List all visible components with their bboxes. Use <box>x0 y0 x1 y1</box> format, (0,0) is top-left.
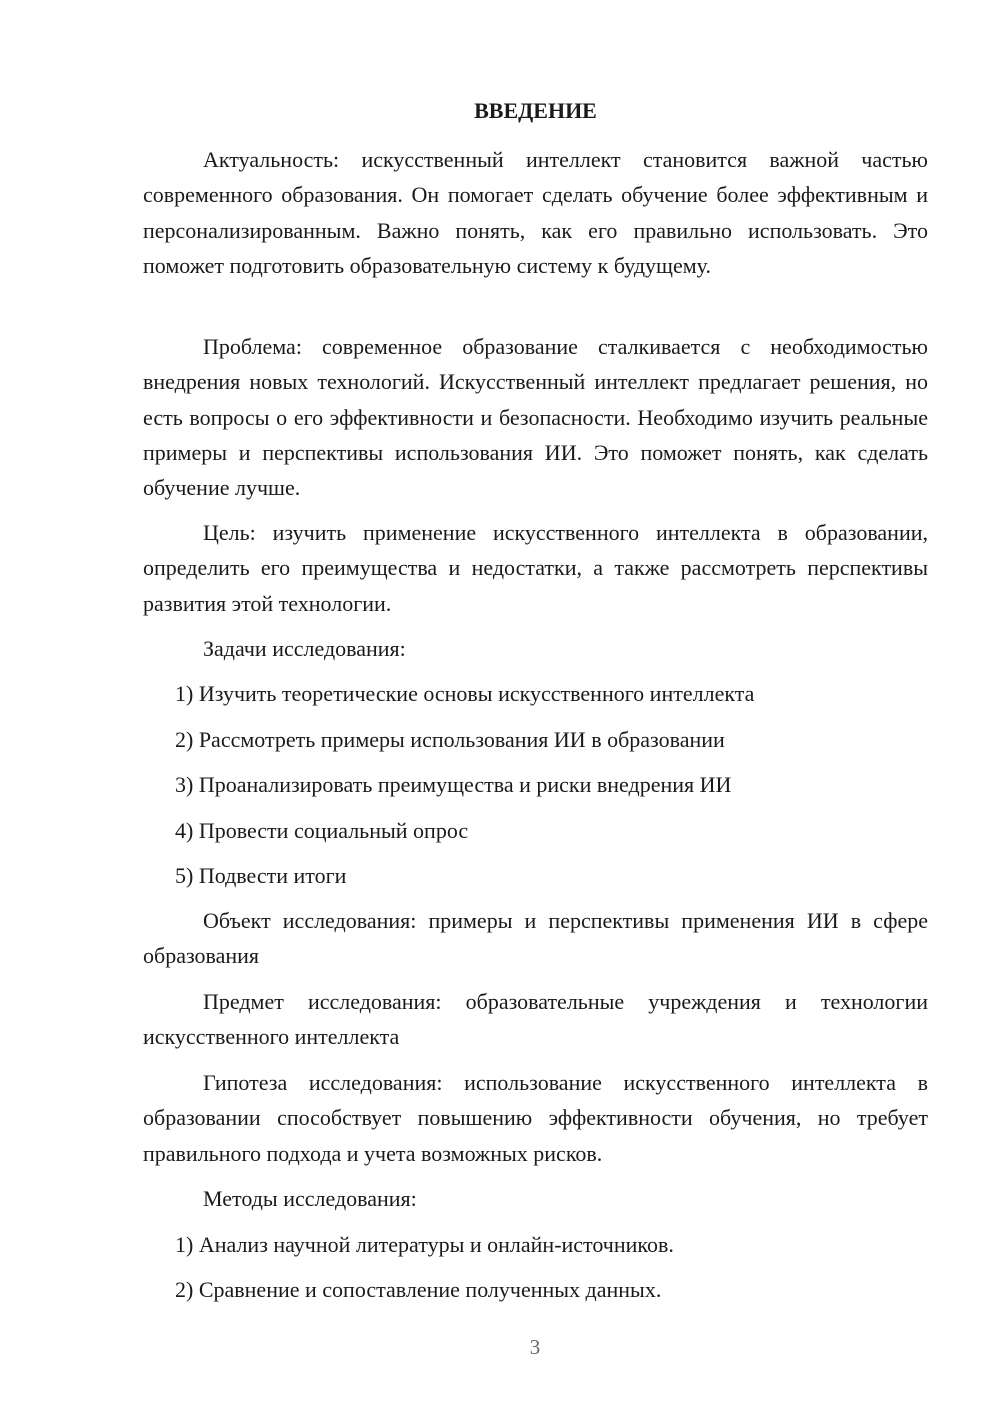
method-item: 1) Анализ научной литературы и онлайн-источников. <box>175 1232 674 1257</box>
task-item: 5) Подвести итоги <box>175 863 347 888</box>
page-number: 3 <box>529 1335 541 1359</box>
hypothesis-paragraph: Гипотеза исследования: использование искусственного интеллекта в образовании способствует повышению эффективности обучения, но требует правильного подхода и учета возможных рисков. <box>143 1070 928 1166</box>
task-item: 3) Проанализировать преимущества и риски внедрения ИИ <box>175 772 732 797</box>
method-item: 2) Сравнение и сопоставление полученных данных. <box>175 1277 662 1302</box>
task-item: 2) Рассмотреть примеры использования ИИ в образовании <box>175 727 725 752</box>
subject-paragraph: Предмет исследования: образовательные учреждения и технологии искусственного интеллекта <box>143 989 928 1050</box>
methods-heading: Методы исследования: <box>203 1186 417 1211</box>
relevance-paragraph: Актуальность: искусственный интеллект становится важной частью современного образования. Он помогает сделать обучение более эффективным и персонализированным. Важно понять, как его правильно использовать. Это поможет подготовить образовательную систему к будущему. <box>143 147 928 278</box>
task-item: 1) Изучить теоретические основы искусственного интеллекта <box>175 681 755 706</box>
object-paragraph: Объект исследования: примеры и перспективы применения ИИ в сфере образования <box>143 908 928 969</box>
task-item: 4) Провести социальный опрос <box>175 818 469 843</box>
goal-paragraph: Цель: изучить применение искусственного интеллекта в образовании, определить его преимущества и недостатки, а также рассмотреть перспективы развития этой технологии. <box>143 520 928 616</box>
tasks-heading: Задачи исследования: <box>203 636 406 661</box>
page-title: ВВЕДЕНИЕ <box>474 98 597 123</box>
problem-paragraph: Проблема: современное образование сталкивается с необходимостью внедрения новых технологий. Искусственный интеллект предлагает решения, но есть вопросы о его эффективности и безопасности. Необходимо изучить реальные примеры и перспективы использования ИИ. Это поможет понять, как сделать обучение лучше. <box>143 334 928 501</box>
